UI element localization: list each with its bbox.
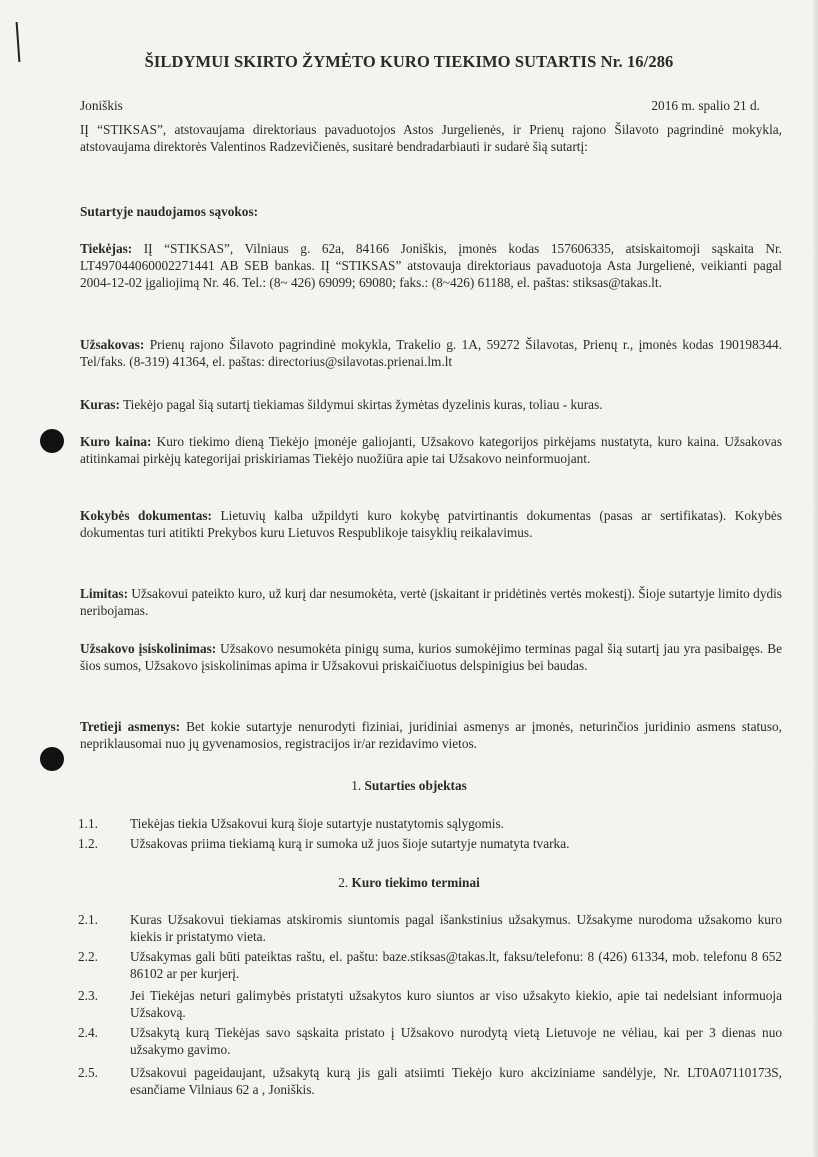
clause-number: 2.1. [78, 912, 98, 927]
definition-fuel [80, 396, 782, 413]
clause-text: Jei Tiekėjas neturi galimybės pristatyti užsakytos kuro siuntos ar viso užsakyto kiekio, apie tai nedelsiant informuoja Užsakovą. [130, 988, 782, 1020]
definition-quality-document [80, 507, 782, 541]
definition-supplier [80, 240, 782, 291]
section-1-heading [0, 778, 818, 794]
punch-hole [40, 429, 64, 453]
intro-paragraph: IĮ “STIKSAS”, atstovaujama direktoriaus pavaduotojos Astos Jurgelienės, ir Prienų rajono Šilavoto pagrindinė mokykla, atstovaujama direktorės Valentinos Radzevičienės, susitarė bendradarbiauti ir sudarė šią sutartį: [80, 122, 782, 154]
contract-title: ŠILDYMUI SKIRTO ŽYMĖTO KURO TIEKIMO SUTARTIS Nr. 16/286 [144, 52, 674, 71]
clause-number: 2.4. [78, 1025, 98, 1040]
definition-third-parties [80, 718, 782, 752]
clause-text: Kuras Užsakovui tiekiamas atskiromis siuntomis pagal išankstinius užsakymus. Užsakyme nurodoma užsakomo kuro kiekis ir pristatymo vieta. [130, 912, 782, 944]
definition-limit [80, 585, 782, 619]
definition-text: Tiekėjo pagal šią sutartį tiekiamas šildymui skirtas žymėtas dyzelinis kuras, toliau - kuras. [119, 397, 603, 412]
definition-term: Kuras: [80, 397, 120, 412]
punch-hole [40, 747, 64, 771]
clause-text: Tiekėjas tiekia Užsakovui kurą šioje sutartyje nustatytomis sąlygomis. [130, 816, 504, 831]
definition-term: Tiekėjas: [80, 241, 133, 256]
clause-text: Užsakovas priima tiekiamą kurą ir sumoka už juos šioje sutartyje numatyta tvarka. [130, 836, 570, 851]
clause-number: 2.2. [78, 949, 98, 964]
clause-number: 1.1. [78, 816, 98, 831]
section-title: Sutarties objektas [364, 778, 467, 793]
clause-number: 1.2. [78, 836, 98, 851]
definition-fuel-price [80, 433, 782, 467]
page-edge-shadow [812, 0, 818, 1157]
definition-customer [80, 336, 782, 370]
definition-term: Kuro kaina: [80, 434, 152, 449]
section-number: 1. [351, 778, 362, 793]
section-number: 2. [338, 875, 349, 890]
clause-text: Užsakymas gali būti pateiktas raštu, el. paštu: baze.stiksas@takas.lt, faksu/telefonu: 8 (426) 61334, mob. telefonu 8 652 86102 ar per kurjerį. [130, 949, 782, 981]
definition-text: Prienų rajono Šilavoto pagrindinė mokykla, Trakelio g. 1A, 59272 Šilavotas, Prienų r., įmonės kodas 190198344. Tel/faks. (8-319) 41364, el. paštas: directorius@silavotas.prienai.lm.lt [80, 337, 782, 369]
definition-term: Kokybės dokumentas: [80, 508, 212, 523]
contract-city: Joniškis [80, 98, 123, 113]
definition-text: Kuro tiekimo dieną Tiekėjo įmonėje galiojanti, Užsakovo kategorijos pirkėjams nustatyta, kuro kaina. Užsakovas atitinkamai pirkėjų kategorijai priskiriamas Tiekėjo nuožiūra apie tai Užsakovo neinformuojant. [80, 434, 782, 466]
definition-text: IĮ “STIKSAS”, Vilniaus g. 62a, 84166 Joniškis, įmonės kodas 157606335, atsiskaitomoji sąskaita Nr. LT497044060002271441 AB SEB bankas. IĮ “STIKSAS” atstovauja direktoriaus pavaduotoja Asta Jurgelienė, veikianti pagal 2004-12-02 įgaliojimą Nr. 46. Tel.: (8~ 426) 69099; 69080; faks.: (8~426) 61188, el. paštas: stiksas@takas.lt. [80, 241, 782, 290]
clause-text: Užsakytą kurą Tiekėjas savo sąskaita pristato į Užsakovo nurodytą vietą Lietuvoje ne vėliau, kai per 3 dienas nuo užsakymo gavimo. [130, 1025, 782, 1057]
definition-text: Užsakovui pateikto kuro, už kurį dar nesumokėta, vertė (įskaitant ir pridėtinės vertės mokestį). Šioje sutartyje limito dydis neribojamas. [80, 586, 782, 618]
definition-text: Užsakovo nesumokėta pinigų suma, kurios sumokėjimo terminas pagal šią sutartį jau yra pasibaigęs. Be šios sumos, Užsakovo įsiskolinimas apima ir Užsakovui priskaičiuotus delspinigius bei baudas. [80, 641, 782, 673]
definition-text: Bet kokie sutartyje nenurodyti fiziniai, juridiniai asmenys ar įmonės, neturinčios juridinio asmens statuso, nepriklausomai nuo jų gyvenamosios, registracijos ir/ar rezidavimo vietos. [80, 719, 782, 751]
definition-text: Lietuvių kalba užpildyti kuro kokybę patvirtinantis dokumentas (pasas ar sertifikatas). Kokybės dokumentas turi atitikti Prekybos kuru Lietuvos Respublikoje taisyklių reikalavimus. [80, 508, 783, 540]
concepts-heading: Sutartyje naudojamos sąvokos: [80, 204, 259, 219]
clause-text: Užsakovui pageidaujant, užsakytą kurą jis gali atsiimti Tiekėjo kuro akciziniame sandėlyje, Nr. LT0A07110173S, esančiame Vilniaus 62 a , Joniškis. [130, 1065, 782, 1097]
definition-term: Užsakovas: [80, 337, 145, 352]
clause-number: 2.3. [78, 988, 98, 1003]
section-title: Kuro tiekimo terminai [351, 875, 480, 890]
definition-customer-debt [80, 640, 782, 674]
definition-term: Tretieji asmenys: [80, 719, 181, 734]
definition-term: Limitas: [80, 586, 129, 601]
section-2-heading [0, 875, 818, 891]
contract-date: 2016 m. spalio 21 d. [651, 98, 760, 113]
definition-term: Užsakovo įsiskolinimas: [80, 641, 217, 656]
clause-number: 2.5. [78, 1065, 98, 1080]
